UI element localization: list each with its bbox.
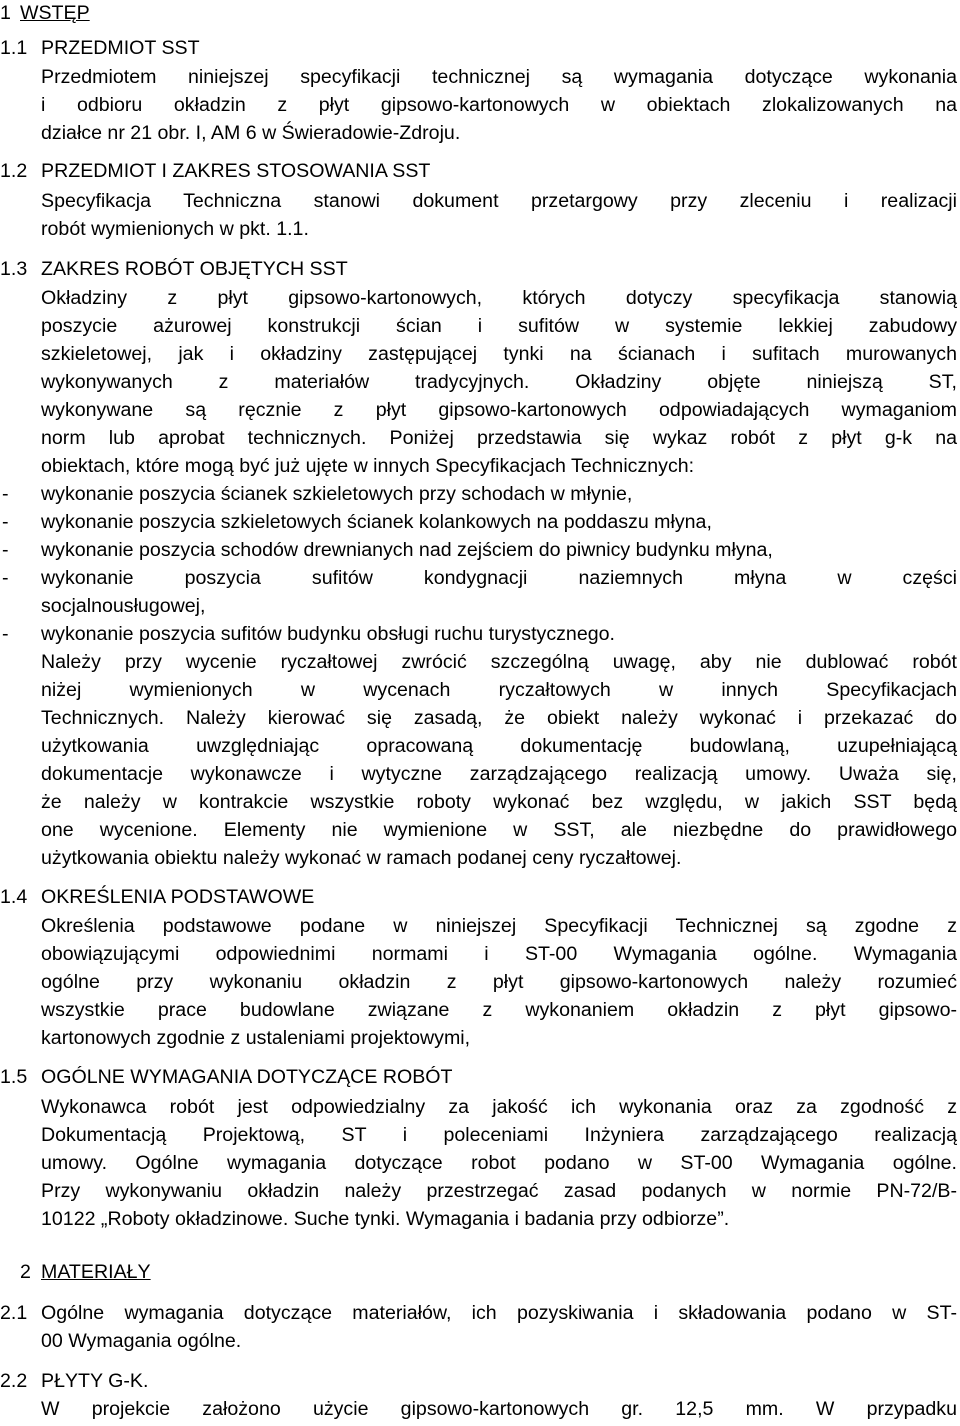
bullet-dash: - <box>2 623 9 645</box>
paragraph-line: użytkowania obiektu należy wykonać w ramach podanej ceny ryczałtowej. <box>41 847 682 869</box>
paragraph-line: Ogólne wymagania dotyczące materiałów, ich pozyskiwania i składowania podano w ST- <box>41 1302 957 1324</box>
paragraph-line: Przedmiotem niniejszej specyfikacji technicznej są wymagania dotyczące wykonania <box>41 66 957 88</box>
paragraph-line: wszystkie prace budowlane związane z wykonaniem okładzin z płyt gipsowo- <box>41 999 957 1021</box>
paragraph-line: Dokumentacją Projektową, ST i poleceniami Inżyniera zarządzającego realizacją <box>41 1124 957 1146</box>
paragraph-line: użytkowania uwzględniając opracowaną dokumentację budowlaną, uzupełniającą <box>41 735 957 757</box>
section-title: WSTĘP <box>20 2 90 24</box>
paragraph-line: Określenia podstawowe podane w niniejszej Specyfikacji Technicznej są zgodne z <box>41 915 957 937</box>
section-number: 2.2 <box>0 1370 28 1392</box>
paragraph-line: wykonywanych z materiałów tradycyjnych. Okładziny objęte niniejszą ST, <box>41 371 957 393</box>
list-item-text: wykonanie poszycia sufitów kondygnacji naziemnych młyna w części <box>41 567 957 589</box>
section-title: OGÓLNE WYMAGANIA DOTYCZĄCE ROBÓT <box>41 1066 453 1088</box>
paragraph-line: wykonywane są ręcznie z płyt gipsowo-kartonowych odpowiadających wymaganiom <box>41 399 957 421</box>
paragraph-line: W projekcie założono użycie gipsowo-kartonowych gr. 12,5 mm. W przypadku <box>41 1398 957 1420</box>
bullet-dash: - <box>2 483 9 505</box>
paragraph-line: szkieletowej, jak i okładziny zastępującej tynki na ścianach i sufitach murowanych <box>41 343 957 365</box>
paragraph-line: 00 Wymagania ogólne. <box>41 1330 242 1352</box>
paragraph-line: obowiązującymi odpowiednimi normami i ST-00 Wymagania ogólne. Wymagania <box>41 943 957 965</box>
paragraph-line: że należy w kontrakcie wszystkie roboty wykonać bez względu, w jakich SST będą <box>41 791 957 813</box>
section-number: 1 <box>0 2 11 24</box>
bullet-dash: - <box>2 511 9 533</box>
paragraph-line: Okładziny z płyt gipsowo-kartonowych, których dotyczy specyfikacja stanowią <box>41 287 957 309</box>
paragraph-line: poszycie ażurowej konstrukcji ścian i sufitów w systemie lekkiej zabudowy <box>41 315 957 337</box>
section-title: PRZEDMIOT SST <box>41 37 200 59</box>
section-title: ZAKRES ROBÓT OBJĘTYCH SST <box>41 258 348 280</box>
section-number: 1.5 <box>0 1066 28 1088</box>
paragraph-line: Przy wykonywaniu okładzin należy przestrzegać zasad podanych w normie PN-72/B- <box>41 1180 957 1202</box>
section-title: PŁYTY G-K. <box>41 1370 149 1392</box>
section-number: 2 <box>20 1261 31 1283</box>
bullet-dash: - <box>2 539 9 561</box>
list-item-text: wykonanie poszycia schodów drewnianych nad zejściem do piwnicy budynku młyna, <box>41 539 773 561</box>
list-item-continuation: socjalnousługowej, <box>41 595 206 617</box>
paragraph-line: Wykonawca robót jest odpowiedzialny za jakość ich wykonania oraz za zgodność z <box>41 1096 957 1118</box>
paragraph-line: dokumentacje wykonawcze i wytyczne zarządzającego realizacją umowy. Uważa się, <box>41 763 957 785</box>
paragraph-line: i odbioru okładzin z płyt gipsowo-kartonowych w obiektach zlokalizowanych na <box>41 94 957 116</box>
paragraph-line: umowy. Ogólne wymagania dotyczące robot podano w ST-00 Wymagania ogólne. <box>41 1152 957 1174</box>
bullet-dash: - <box>2 567 9 589</box>
section-title: PRZEDMIOT I ZAKRES STOSOWANIA SST <box>41 160 431 182</box>
paragraph-line: Należy przy wycenie ryczałtowej zwrócić szczególną uwagę, aby nie dublować robót <box>41 651 957 673</box>
paragraph-line: działce nr 21 obr. I, AM 6 w Świeradowie-Zdroju. <box>41 122 461 144</box>
section-title: OKREŚLENIA PODSTAWOWE <box>41 886 315 908</box>
list-item-text: wykonanie poszycia ścianek szkieletowych przy schodach w młynie, <box>41 483 633 505</box>
section-number: 1.1 <box>0 37 28 59</box>
paragraph-line: Specyfikacja Techniczna stanowi dokument przetargowy przy zleceniu i realizacji <box>41 190 957 212</box>
paragraph-line: one wycenione. Elementy nie wymienione w SST, ale niezbędne do prawidłowego <box>41 819 957 841</box>
paragraph-line: ogólne przy wykonaniu okładzin z płyt gipsowo-kartonowych należy rozumieć <box>41 971 957 993</box>
section-number: 1.4 <box>0 886 28 908</box>
list-item-text: wykonanie poszycia sufitów budynku obsługi ruchu turystycznego. <box>41 623 615 645</box>
list-item-text: wykonanie poszycia szkieletowych ścianek kolankowych na poddaszu młyna, <box>41 511 712 533</box>
section-title: MATERIAŁY <box>41 1261 151 1283</box>
paragraph-line: niżej wymienionych w wycenach ryczałtowych w innych Specyfikacjach <box>41 679 957 701</box>
paragraph-line: norm lub aprobat technicznych. Poniżej przedstawia się wykaz robót z płyt g-k na <box>41 427 957 449</box>
section-number: 1.2 <box>0 160 28 182</box>
paragraph-line: obiektach, które mogą być już ujęte w innych Specyfikacjach Technicznych: <box>41 455 695 477</box>
paragraph-line: 10122 „Roboty okładzinowe. Suche tynki. Wymagania i badania przy odbiorze”. <box>41 1208 730 1230</box>
section-number: 1.3 <box>0 258 28 280</box>
paragraph-line: robót wymienionych w pkt. 1.1. <box>41 218 309 240</box>
paragraph-line: kartonowych zgodnie z ustaleniami projektowymi, <box>41 1027 471 1049</box>
paragraph-line: Technicznych. Należy kierować się zasadą, że obiekt należy wykonać i przekazać do <box>41 707 957 729</box>
section-number: 2.1 <box>0 1302 28 1324</box>
